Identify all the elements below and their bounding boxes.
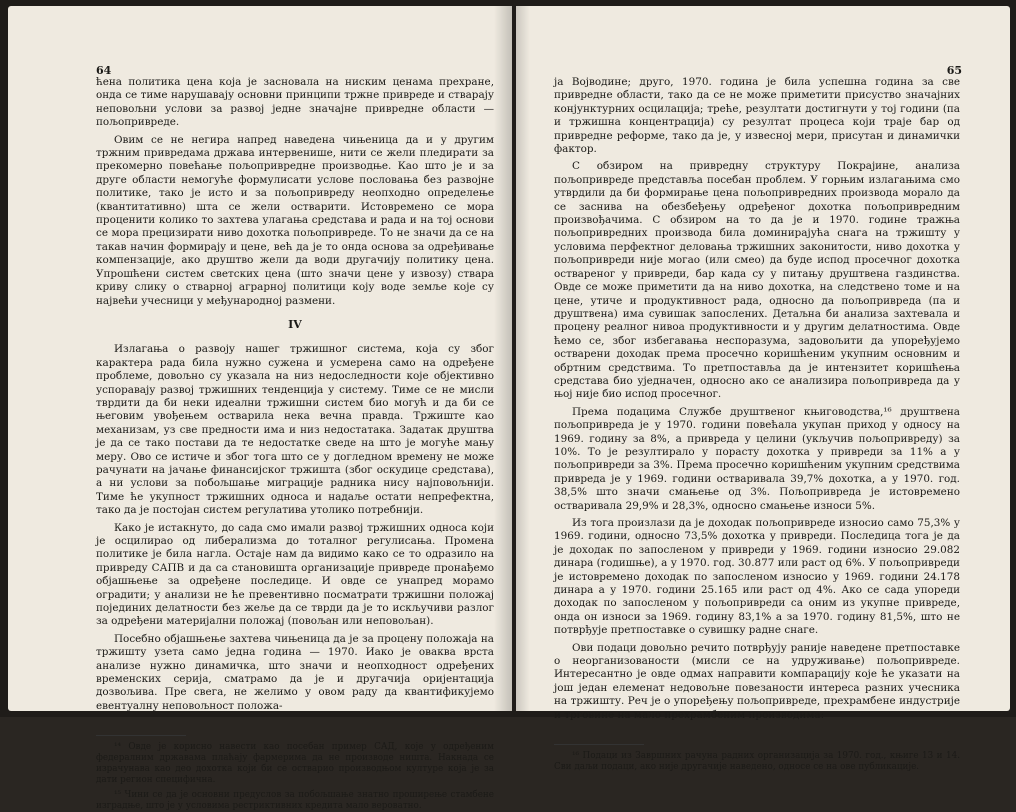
footnote-rule [96,735,186,736]
paragraph: Излагања о развоју нашег тржишног система, која су због карактера рада била нужно сужена и усмерена само на одређене проблеме, довољно су указала на низ недоследности које објективно успоравају развој тржишних тенденција у систему. Тиме се не мисли тврдити да би неки идеални тржишни систем био могућ и да би се његовим увођењем остварила нека вечна правда. Тржиште као механизам, уз све предности има и низ недостатака. Задатак друштва је да се тако постави да те недостатке сведе на што је могуће мању меру. Ово се истиче и због тога што се у догледном времену не може рачунати на јачање финансијског тржишта (због оскудице средстава), а ни услови за побољшање миграције радника нису најповољнији. Тиме ће укупност тржишних односа и надаље остати непрефектна, тако да је постојан систем регулатива утолико потребнији. [96,343,494,517]
paragraph: ја Војводине; друго, 1970. година је била успешна година за све привредне области, тако да се не може приметити присуство значајних конјунктурних осцилација; треће, резултати достигнути у тој години (па и тржишна концентрација) су резултат процеса који траје бар од привредне реформе, тако да је, у извесној мери, присутан и динамички фактор. [554,76,960,156]
paragraph: Овим се не негира напред наведена чињеница да и у другим тржним привредама држава интервенише, нити се жели пледирати за прекомерно повећање пољопривредне производње. Као што је и за друге области немогуће формулисати услове пословања без развојне политике, тако је исто и за пољопривреду неопходно определење (квантитативно) шта се жели остварити. Истовремено се мора проценити колико то захтева улагања средстава и рада и на тој основи се мора прецизирати ниво дохотка пољопривреде. То не значи да се на такав начин формирају и цене, већ да је то онда основа за одређивање компензације, ако друштво жели да води другачију политику цена. Упрошћени систем светских цена (што значи цене у извозу) ствара криву слику о стварној аграрној политици коју воде земље које су највећи учесници у међународној размени. [96,133,494,307]
footnote: ¹⁴ Овде је корисно навести као посебан пример САД, које у одређеним федералним државама плаћају фармерима да не производе ништа. Накнада се израчунава као део дохотка који би се остварио производњом културе која је за дати регион специфична. [96,742,494,786]
gutter-shadow [494,6,512,711]
left-page [8,6,512,812]
page-number: 65 [946,64,962,77]
left-body-text [96,76,494,812]
gutter-shadow [516,6,530,711]
footnote: ¹⁶ Подаци из Завршних рачуна радних организација за 1970. год., књиге 13 и 14. Сви даљи подаци, ако није другачије наведено, односе се на ове публикације. [554,751,960,773]
paragraph: Како је истакнуто, до сада смо имали развој тржишних односа који је осцилирао од либерализма до тоталног регулисања. Промена политике је била нагла. Остаје нам да видимо како се то одразило на привреду САПВ и да са становишта организације привреде пронађемо објашњење за одређене последице. И овде се унапред морамо оградити; у анализи не ће превентивно посматрати тржишни положај појединих делатности без жеље да се тврди да је то искључиви разлог за одређени материјални положај (повољан или неповољан). [96,521,494,628]
section-heading: IV [288,317,302,331]
paragraph: ћена политика цена која је засновала на ниским ценама прехране, онда се тиме нарушавају основни принципи тржне привреде и стварају неповољни услови за развој једне значајне привредне области — пољопривреде. [96,76,494,129]
right-body-text [554,76,960,773]
footnote: ¹⁵ Чини се да је основни предуслов за побољшање знатно проширење стамбене изградње, што је у условима рестриктивних кредита мало вероватно. [96,790,494,812]
paragraph: Из тога произлази да је доходак пољопривреде износио само 75,3% у 1969. години, односно 73,5% дохотка у привреди. Последица тога је да је доходак по запосленом у привреди у 1969. години износио 29.082 динара (годишње), а у 1970. год. 30.877 или раст од 6%. У пољопривреди је истовремено доходак по запосленом износио у 1969. години 24.178 динара а у 1970. години 25.165 или раст од 4%. Ако се сада упореди доходак по запосленом у пољопривреди са оним из укупне привреде, онда он износи за 1969. годину 83,1% а за 1970. годину 81,5%, што не потврђује претпоставке о сувишку радне снаге. [554,517,960,637]
right-page [516,6,1010,773]
paragraph: Према подацима Службе друштвеног књиговодства,¹⁶ друштвена пољопривреда је у 1970. години повећала укупан приход у односу на 1969. годину за 8%, а привреда у целини (укључив пољопривреду) за 10%. То је резултирало у порасту дохотка у привреди за 11% а у пољопривреди за 3%. Према просечно коришћеним укупним средствима привреда је у 1969. години остваривала 39,7% дохотка, а у 1970. год. 38,5% што значи смањење од 3%. Пољопривреда је истовремено остваривала 29,9% и 28,3%, односно смањење износи 5%. [554,405,960,512]
footnote-rule [554,744,644,745]
paragraph: Ови подаци довољно речито потврђују раније наведене претпоставке о неорганизованости (мисли се на удруживање) пољопривреде. Интересантно је овде одмах направити компарацију које ће указати на још један елеменат недовољне повезаности интереса разних учесника на тржишту. Реч је о упоређењу пољопривреде, прехрамбене индустрије и трговине на мало прехрамбеним производима: [554,641,960,721]
paragraph: С обзиром на привредну структуру Покрајине, анализа пољопривреде представља посебан проблем. У горњим излагањима смо утврдили да би формирање цена пољопривредних производа морало да се заснива на обезбеђењу одређеног дохотка пољопривредним произвођачима. С обзиром на то да је и 1970. године тражња пољопривредних производа била доминирајућа снага на тржишту у условима перфектног деловања тржишних законитости, ниво дохотка у пољопривреди није могао (или смео) да буде испод просечног дохотка оствареног у привреди, бар када су у питању друштвена газдинства. Овде се може приметити да на ниво дохотка, на следствено томе и на цене, утиче и продуктивност рада, односно да пољопривреда (па и друштвена) има сувишак запослених. Детаљна би анализа захтевала и процену реалног нивоа продуктивности и у другим делатностима. Овде ћемо се, због избегавања неспоразума, задовољити да упоређујемо остварени доходак према просечно коришћеним укупним основним и обртним средствима. То претпоставља да је интензитет коришћења средстава био уједначен, односно ако се анализира пољопривреда да у њој није био испод просечног. [554,160,960,401]
paragraph: Посебно објашњење захтева чињеница да је за процену положаја на тржишту узета само једна година — 1970. Иако је оваква врста анализе нужно динамичка, што значи и неопходност одређених временских серија, сматрамо да је и другачија оријентација дозвољива. Пре свега, не желимо у овом раду да квантификујемо евентуалну неповољност положа- [96,632,494,712]
page-number: 64 [96,64,112,77]
